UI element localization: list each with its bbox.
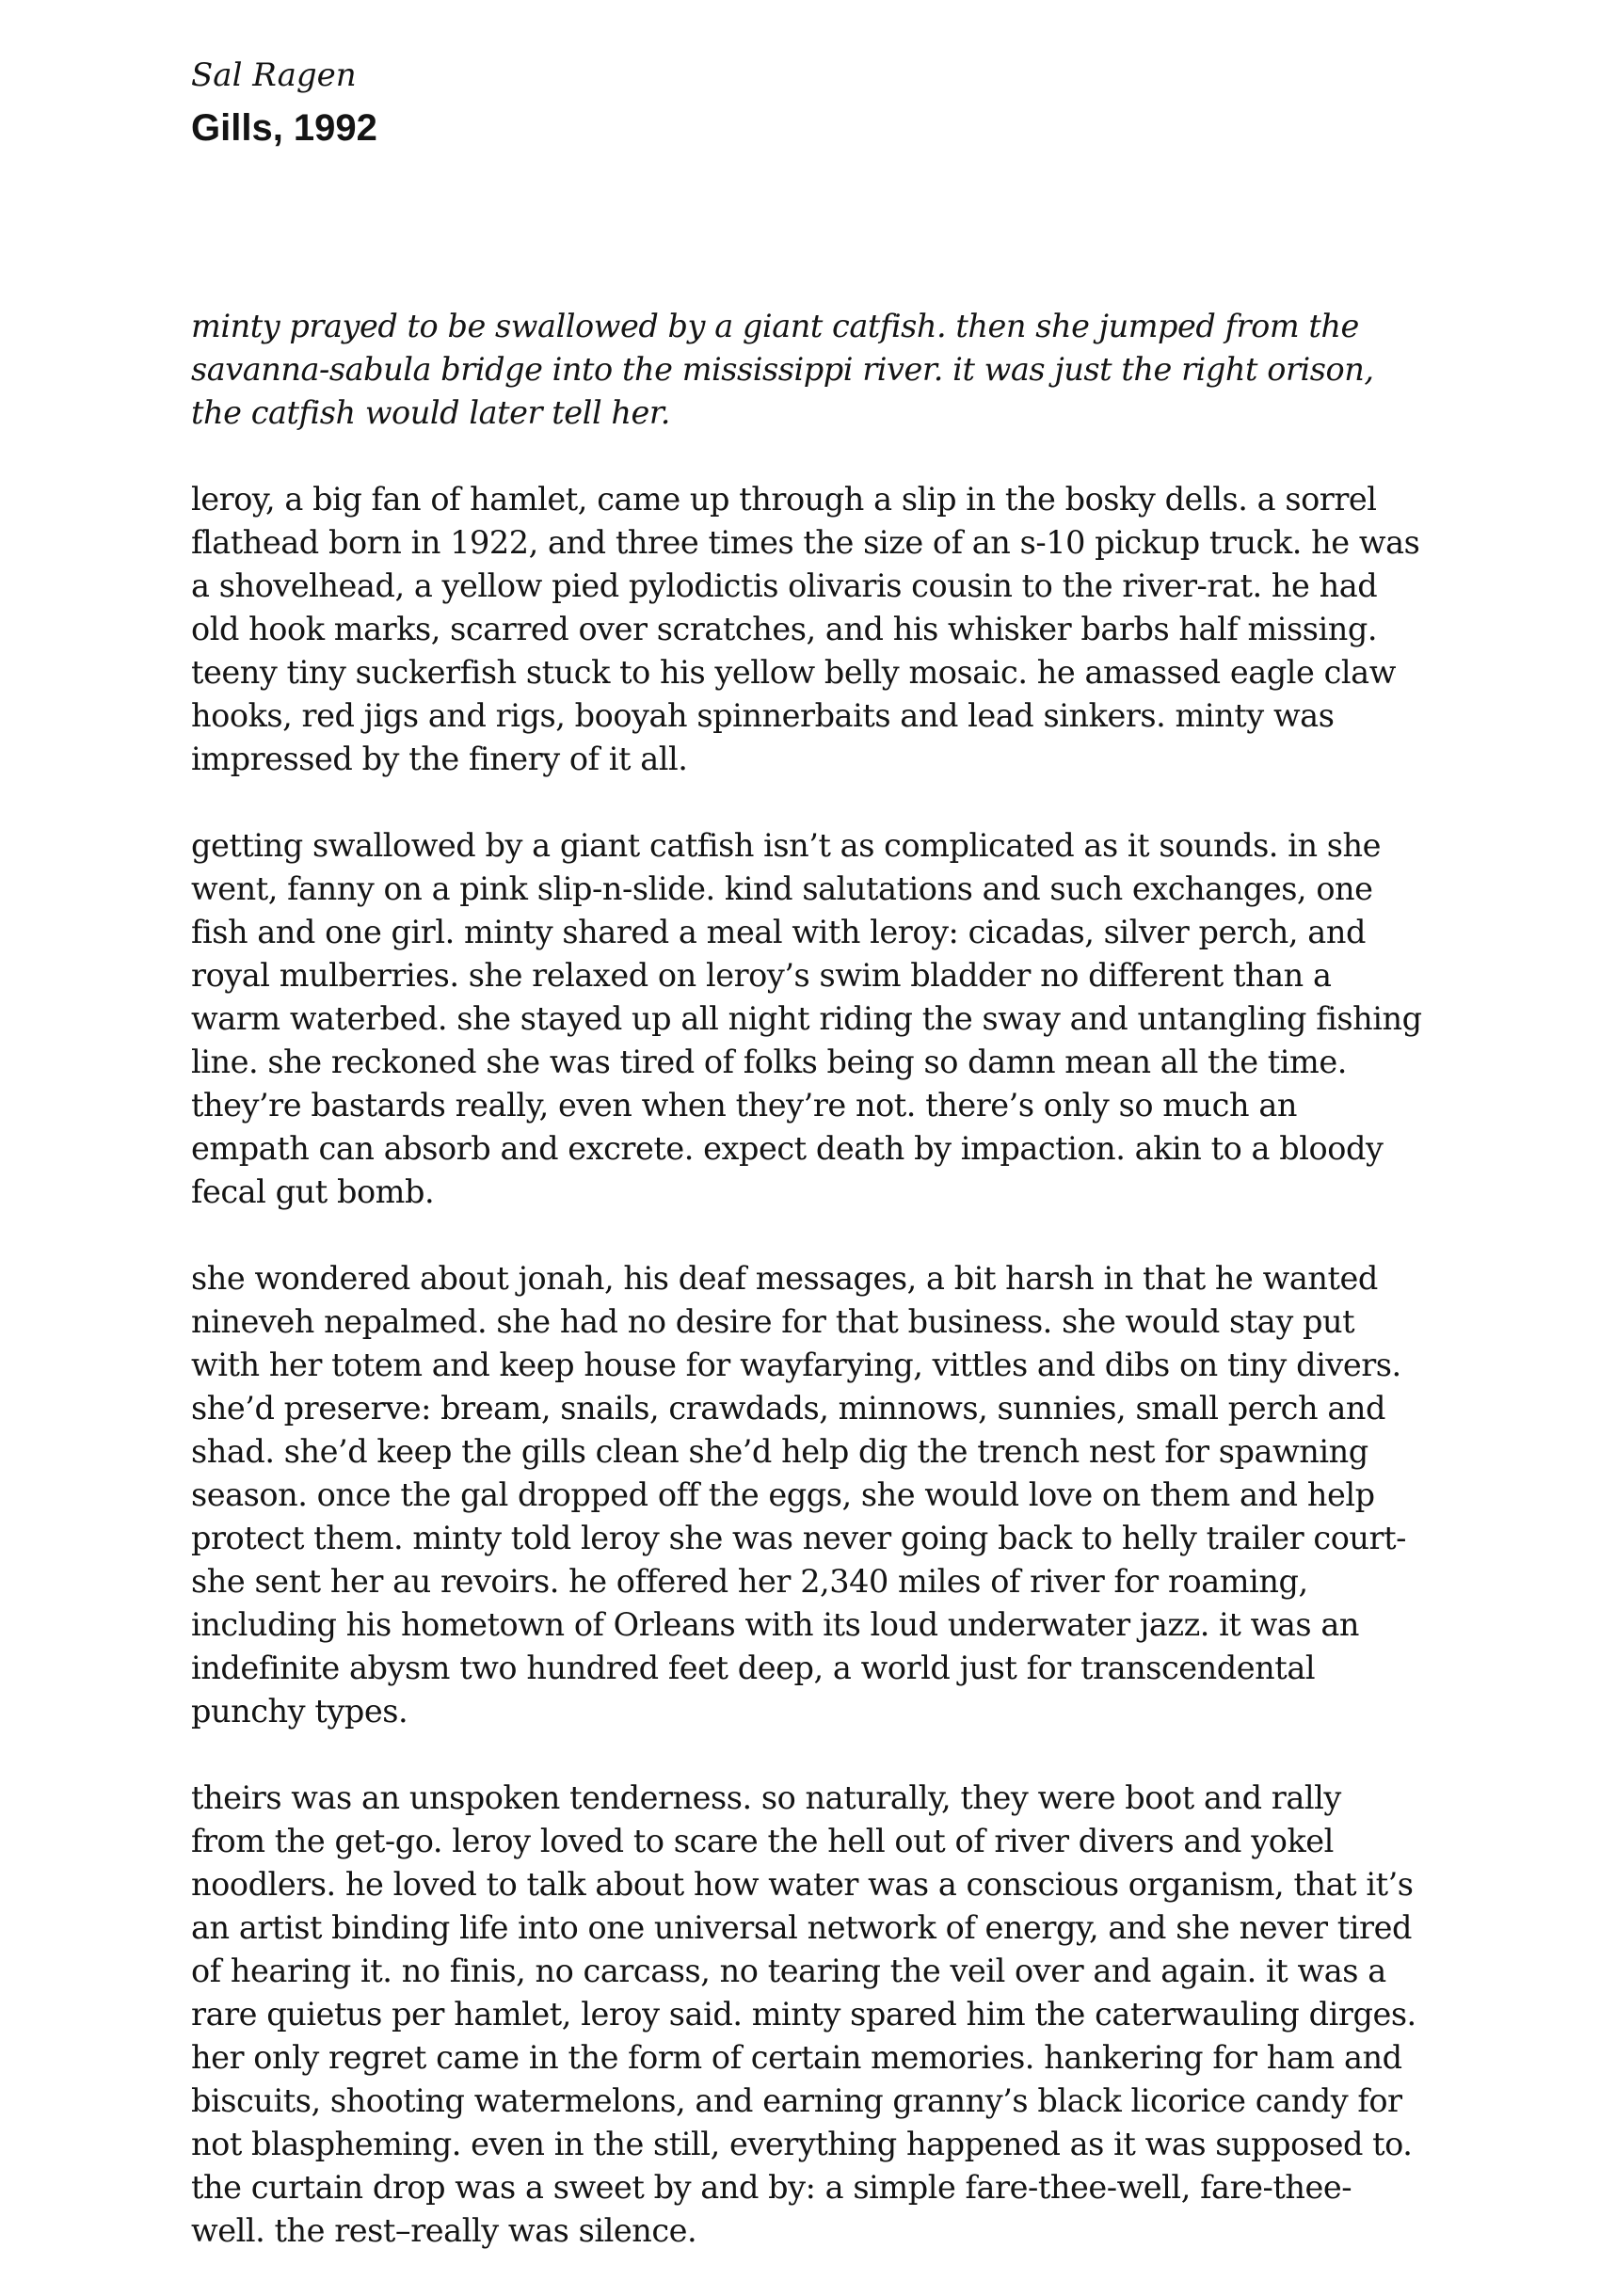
text-line: impressed by the finery of it all.: [191, 741, 688, 777]
text-line: nineveh nepalmed. she had no desire for that business. she would stay put: [191, 1303, 1355, 1340]
text-line: an artist binding life into one universal network of energy, and she never tired: [191, 1909, 1412, 1946]
paragraph-4: [191, 1257, 1452, 1733]
text-line: she sent her au revoirs. he offered her 2,340 miles of river for roaming,: [191, 1563, 1308, 1600]
text-line: shad. she’d keep the gills clean she’d help dig the trench nest for spawning: [191, 1433, 1368, 1470]
text-line: well. the rest–really was silence.: [191, 2212, 697, 2249]
text-line: the catfish would later tell her.: [191, 394, 670, 431]
text-line: not blaspheming. even in the still, everything happened as it was supposed to.: [191, 2126, 1413, 2162]
author-name: Sal Ragen: [191, 56, 357, 94]
paragraph-5: [191, 1777, 1452, 2253]
text-line: theirs was an unspoken tenderness. so naturally, they were boot and rally: [191, 1779, 1341, 1816]
text-line: old hook marks, scarred over scratches, and his whisker barbs half missing.: [191, 611, 1378, 647]
text-line: fish and one girl. minty shared a meal with leroy: cicadas, silver perch, and: [191, 914, 1366, 950]
text-line: royal mulberries. she relaxed on leroy’s swim bladder no different than a: [191, 957, 1332, 994]
text-line: hooks, red jigs and rigs, booyah spinnerbaits and lead sinkers. minty was: [191, 697, 1335, 734]
text-line: indefinite abysm two hundred feet deep, a world just for transcendental: [191, 1650, 1316, 1686]
text-line: from the get-go. leroy loved to scare the hell out of river divers and yokel: [191, 1823, 1334, 1859]
paragraph-1: [191, 305, 1452, 435]
text-line: season. once the gal dropped off the eggs, she would love on them and help: [191, 1476, 1375, 1513]
text-line: warm waterbed. she stayed up all night riding the sway and untangling fishing: [191, 1000, 1422, 1037]
text-line: the curtain drop was a sweet by and by: a simple fare-thee-well, fare-thee-: [191, 2169, 1352, 2206]
document-page: [191, 55, 1452, 2296]
text-line: of hearing it. no finis, no carcass, no tearing the veil over and again. it was a: [191, 1953, 1386, 1989]
text-line: getting swallowed by a giant catfish isn’t as complicated as it sounds. in she: [191, 827, 1382, 864]
paragraph-2: [191, 478, 1452, 781]
text-line: teeny tiny suckerfish stuck to his yellow belly mosaic. he amassed eagle claw: [191, 654, 1396, 691]
text-line: noodlers. he loved to talk about how water was a conscious organism, that it’s: [191, 1866, 1414, 1903]
text-line: minty prayed to be swallowed by a giant catfish. then she jumped from the: [191, 308, 1359, 344]
text-line: flathead born in 1922, and three times the size of an s-10 pickup truck. he was: [191, 524, 1420, 561]
text-line: they’re bastards really, even when they’re not. there’s only so much an: [191, 1087, 1297, 1124]
text-line: biscuits, shooting watermelons, and earning granny’s black licorice candy for: [191, 2082, 1402, 2119]
text-line: empath can absorb and excrete. expect death by impaction. akin to a bloody: [191, 1130, 1384, 1167]
text-line: fecal gut bomb.: [191, 1173, 435, 1210]
paragraph-3: [191, 824, 1452, 1214]
text-line: with her totem and keep house for wayfarying, vittles and dibs on tiny divers.: [191, 1347, 1401, 1383]
text-line: including his hometown of Orleans with its loud underwater jazz. it was an: [191, 1606, 1359, 1643]
text-line: savanna-sabula bridge into the mississippi river. it was just the right orison,: [191, 351, 1374, 388]
text-line: her only regret came in the form of certain memories. hankering for ham and: [191, 2039, 1402, 2076]
document-body: [191, 305, 1452, 2253]
text-line: punchy types.: [191, 1693, 408, 1730]
text-line: went, fanny on a pink slip-n-slide. kind salutations and such exchanges, one: [191, 870, 1373, 907]
text-line: leroy, a big fan of hamlet, came up through a slip in the bosky dells. a sorrel: [191, 481, 1377, 518]
text-line: she wondered about jonah, his deaf messages, a bit harsh in that he wanted: [191, 1260, 1378, 1297]
text-line: line. she reckoned she was tired of folks being so damn mean all the time.: [191, 1044, 1347, 1080]
text-line: she’d preserve: bream, snails, crawdads, minnows, sunnies, small perch and: [191, 1390, 1385, 1427]
text-line: a shovelhead, a yellow pied pylodictis olivaris cousin to the river-rat. he had: [191, 567, 1378, 604]
text-line: rare quietus per hamlet, leroy said. minty spared him the caterwauling dirges.: [191, 1996, 1416, 2033]
text-line: protect them. minty told leroy she was never going back to helly trailer court-: [191, 1520, 1407, 1556]
document-title: Gills, 1992: [191, 107, 377, 149]
